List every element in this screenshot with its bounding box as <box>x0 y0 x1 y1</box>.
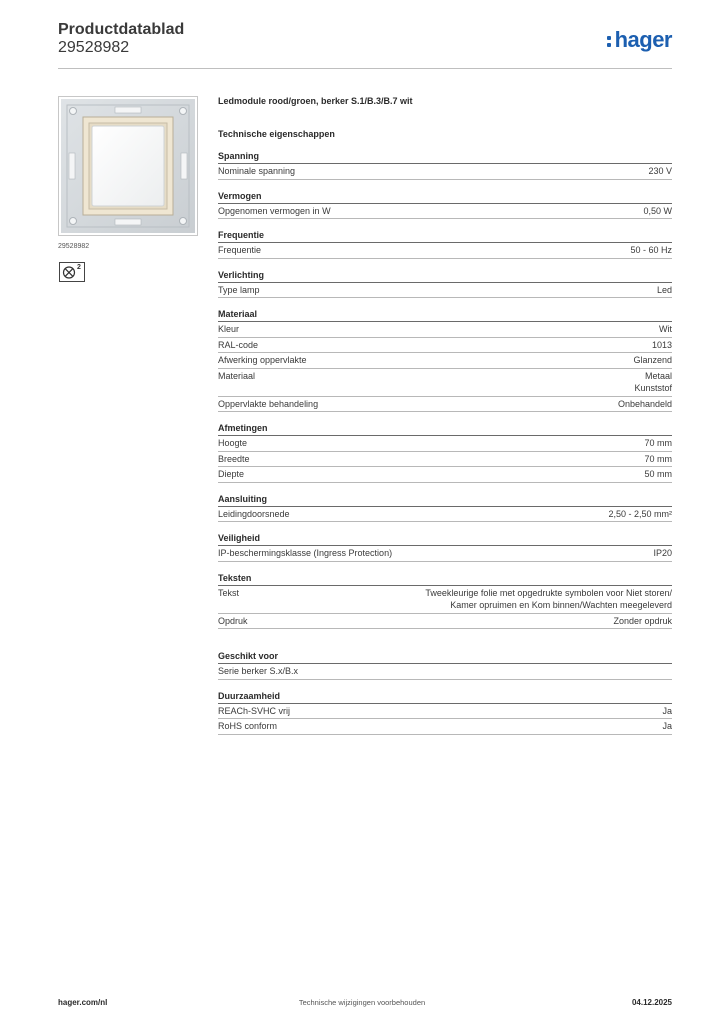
footer-website: hager.com/nl <box>58 998 108 1007</box>
spec-row <box>218 507 672 523</box>
spec-value: 230 V <box>648 166 672 176</box>
spec-row <box>218 283 672 299</box>
spec-label: Opdruk <box>218 615 248 626</box>
spec-row <box>218 164 672 180</box>
spec-value-line: Tweekleurige folie met opgedrukte symbolen voor Niet storen/ <box>425 587 672 598</box>
spec-value: 2,50 - 2,50 mm² <box>608 508 672 519</box>
section-heading: Vermogen <box>218 190 672 204</box>
spec-label: Leidingdoorsnede <box>218 508 290 519</box>
spec-label: RoHS conform <box>218 721 278 731</box>
spec-sections <box>218 150 672 735</box>
spec-value: 50 - 60 Hz <box>630 245 672 255</box>
spec-label: Opgenomen vermogen in W <box>218 205 331 216</box>
spec-row <box>218 338 672 354</box>
spec-label: IP-beschermingsklasse (Ingress Protection) <box>218 548 393 558</box>
spec-value: IP20 <box>653 548 672 558</box>
product-name: Ledmodule rood/groen, berker S.1/B.3/B.7 wit <box>218 96 413 106</box>
spec-row <box>218 664 672 680</box>
spec-row <box>218 322 672 338</box>
spec-section <box>218 650 672 680</box>
spec-value: Onbehandeld <box>617 398 672 409</box>
section-heading: Materiaal <box>218 308 672 322</box>
spec-section <box>218 532 672 562</box>
section-heading: Frequentie <box>218 229 672 243</box>
spec-value-line: Kunststof <box>634 383 672 393</box>
spec-value <box>425 587 672 612</box>
spec-value-line: Kamer opruimen en Kom binnen/Wachten meegeleverd <box>450 600 672 610</box>
header-divider <box>58 68 672 69</box>
spec-value: 1013 <box>651 339 672 350</box>
symbol-superscript: 2 <box>77 264 81 271</box>
spec-label: Kleur <box>218 324 240 334</box>
spec-label: Hoogte <box>218 438 248 448</box>
spec-label: Frequentie <box>218 245 262 255</box>
spec-label: Type lamp <box>218 284 260 295</box>
technical-properties-heading: Technische eigenschappen <box>218 129 335 139</box>
spec-label: Oppervlakte behandeling <box>218 398 319 409</box>
spec-value <box>634 370 672 395</box>
spec-row <box>218 546 672 562</box>
spec-label: Breedte <box>218 453 250 464</box>
spec-value: Led <box>656 284 672 295</box>
spec-value: Wit <box>659 324 672 334</box>
spec-section <box>218 229 672 259</box>
spec-label: RAL-code <box>218 339 259 350</box>
section-heading: Geschikt voor <box>218 650 672 664</box>
spec-section <box>218 690 672 735</box>
spec-row <box>218 369 672 397</box>
spec-section <box>218 190 672 220</box>
hager-logo <box>607 29 672 51</box>
spec-value: 50 mm <box>644 469 672 479</box>
section-heading: Veiligheid <box>218 532 672 546</box>
spec-section <box>218 269 672 299</box>
section-heading: Afmetingen <box>218 422 672 436</box>
product-code: 29528982 <box>58 39 130 56</box>
spec-value: 70 mm <box>644 438 672 448</box>
section-heading: Teksten <box>218 572 672 586</box>
spec-row <box>218 436 672 452</box>
spec-section <box>218 308 672 412</box>
spec-section <box>218 572 672 630</box>
spec-value-line: Metaal <box>644 370 672 381</box>
spec-label: REACh-SVHC vrij <box>218 705 291 716</box>
spec-section <box>218 422 672 483</box>
spec-row <box>218 614 672 630</box>
image-caption-code: 29528982 <box>58 243 90 250</box>
spec-value: 70 mm <box>644 453 672 464</box>
spec-row <box>218 204 672 220</box>
section-heading: Verlichting <box>218 269 672 283</box>
spec-section <box>218 150 672 180</box>
spec-label: Nominale spanning <box>218 166 296 176</box>
logo-dots-icon <box>607 32 613 48</box>
spec-content <box>218 95 672 745</box>
led-module-illustration <box>59 97 197 235</box>
footer-disclaimer: Technische wijzigingen voorbehouden <box>298 998 426 1007</box>
document-title: Productdatablad <box>58 21 185 38</box>
section-heading: Aansluiting <box>218 493 672 507</box>
spec-label: Afwerking oppervlakte <box>218 355 307 365</box>
section-heading: Spanning <box>218 150 672 164</box>
logo-text: hager <box>614 27 672 52</box>
spec-value: 0,50 W <box>643 205 672 216</box>
spec-value: Zonder opdruk <box>613 615 672 626</box>
spec-row <box>218 243 672 259</box>
spec-value: Glanzend <box>633 355 672 365</box>
spec-row <box>218 452 672 468</box>
footer-date: 04.12.2025 <box>631 998 672 1007</box>
spec-row <box>218 397 672 413</box>
spec-label: Materiaal <box>218 370 256 381</box>
spec-label: Tekst <box>218 587 240 598</box>
spec-value: Ja <box>662 721 672 731</box>
spec-label: Diepte <box>218 469 245 479</box>
section-heading: Duurzaamheid <box>218 690 672 704</box>
lamp-symbol-icon <box>59 262 85 282</box>
spec-row <box>218 353 672 369</box>
product-image <box>58 96 198 236</box>
spec-section <box>218 493 672 523</box>
spec-row <box>218 586 672 614</box>
spec-row <box>218 467 672 483</box>
spec-value: Ja <box>662 705 672 716</box>
spec-label: Serie berker S.x/B.x <box>218 666 299 676</box>
spec-row <box>218 719 672 735</box>
spec-row <box>218 704 672 720</box>
